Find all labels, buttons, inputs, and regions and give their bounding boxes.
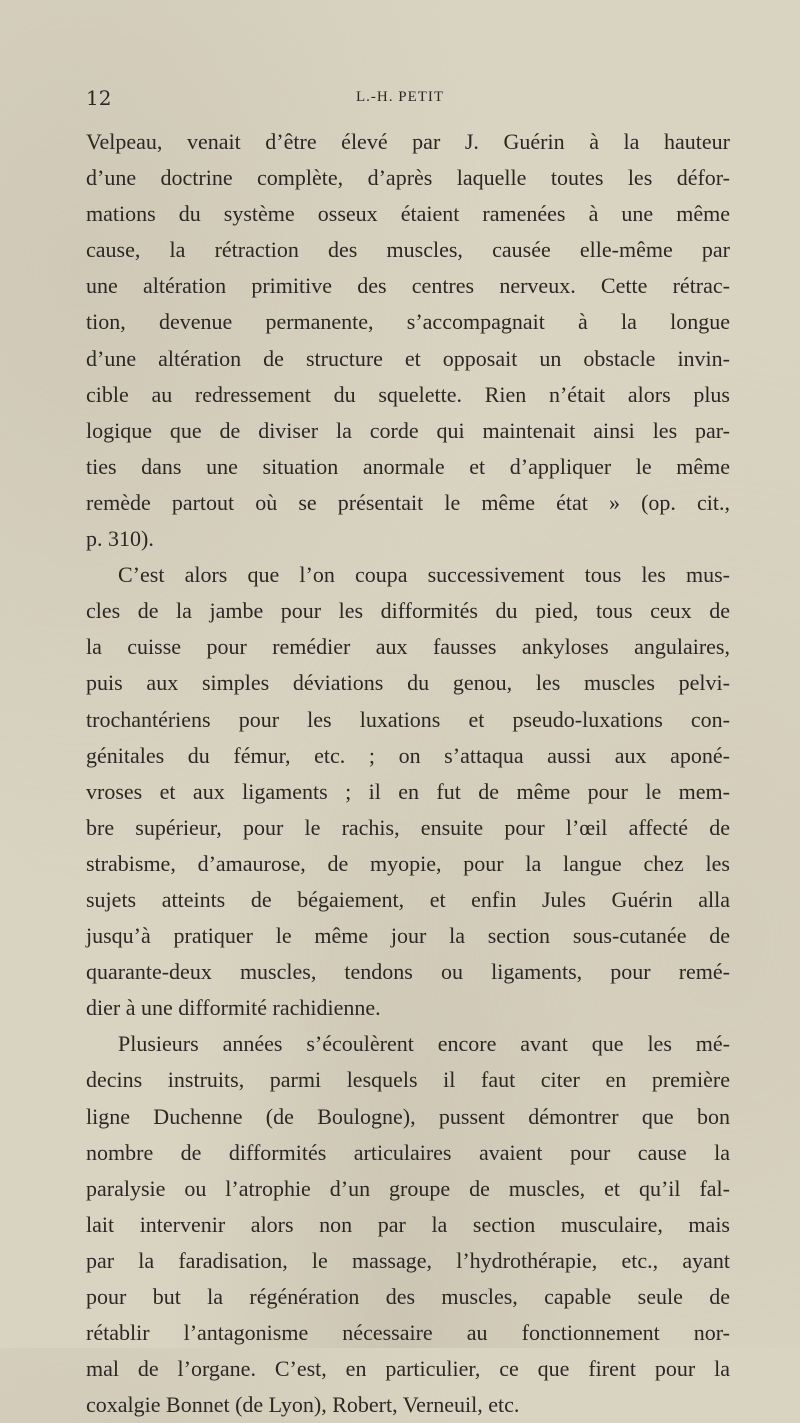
text-line: decins instruits, parmi lesquels il faut citer en première [86,1067,730,1093]
text-line: remède partout où se présentait le même état » (op. cit., [86,489,730,515]
text-line: d’une altération de structure et opposait un obstacle invin- [86,345,730,371]
text-line: ties dans une situation anormale et d’appliquer le même [86,453,730,479]
text-line: lait intervenir alors non par la section musculaire, mais [86,1211,730,1237]
text-line: une altération primitive des centres nerveux. Cette rétrac- [86,273,730,299]
text-line: vroses et aux ligaments ; il en fut de même pour le mem- [86,778,730,804]
page-number: 12 [86,86,112,110]
text-line: coxalgie Bonnet (de Lyon), Robert, Verneuil, etc. [86,1392,520,1418]
text-line: jusqu’à pratiquer le même jour la section sous-cutanée de [86,923,730,949]
text-line: la cuisse pour remédier aux fausses ankyloses angulaires, [86,634,730,660]
text-line: puis aux simples déviations du genou, les muscles pelvi- [86,670,730,696]
text-line: strabisme, d’amaurose, de myopie, pour la langue chez les [86,850,730,876]
text-line: rétablir l’antagonisme nécessaire au fonctionnement nor- [86,1320,730,1346]
text-line: C’est alors que l’on coupa successivement tous les mus- [118,562,730,588]
page-header [86,86,730,116]
text-line: cause, la rétraction des muscles, causée elle-même par [86,237,730,263]
text-line: quarante-deux muscles, tendons ou ligaments, pour remé- [86,959,730,985]
text-line: trochantériens pour les luxations et pseudo-luxations con- [86,706,730,732]
text-line: cles de la jambe pour les difformités du pied, tous ceux de [86,598,730,624]
text-line: d’une doctrine complète, d’après laquelle toutes les défor- [86,165,730,191]
text-line: dier à une difformité rachidienne. [86,995,381,1021]
text-line: sujets atteints de bégaiement, et enfin Jules Guérin alla [86,886,730,912]
text-line: génitales du fémur, etc. ; on s’attaqua aussi aux aponé- [86,742,730,768]
text-line: logique que de diviser la corde qui maintenait ainsi les par- [86,417,730,443]
running-head: L.-H. PETIT [356,89,445,105]
text-line: pour but la régénération des muscles, capable seule de [86,1284,730,1309]
text-line: paralysie ou l’atrophie d’un groupe de muscles, et qu’il fal- [86,1175,730,1201]
text-line: mations du système osseux étaient ramenées à une même [86,201,730,227]
text-line: par la faradisation, le massage, l’hydrothérapie, etc., ayant [86,1247,730,1273]
text-line: Plusieurs années s’écoulèrent encore avant que les mé- [118,1031,730,1057]
text-line: bre supérieur, pour le rachis, ensuite pour l’œil affecté de [86,814,730,840]
text-line: cible au redressement du squelette. Rien n’était alors plus [86,381,730,407]
text-line: mal de l’organe. C’est, en particulier, ce que firent pour la [86,1356,730,1382]
text-line: p. 310). [86,526,154,552]
text-line: nombre de difformités articulaires avaient pour cause la [86,1139,730,1165]
text-line: Velpeau, venait d’être élevé par J. Guérin à la hauteur [86,129,730,154]
text-line: ligne Duchenne (de Boulogne), pussent démontrer que bon [86,1103,730,1129]
text-line: tion, devenue permanente, s’accompagnait à la longue [86,309,730,335]
body-text [86,124,730,1423]
